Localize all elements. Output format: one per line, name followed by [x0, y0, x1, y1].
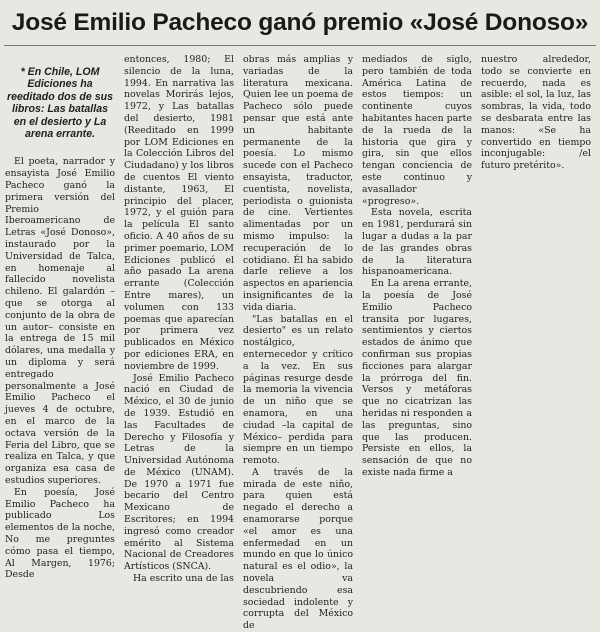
column-1 [5, 54, 115, 581]
paragraph: Esta novela, escrita en 1981, perdurará sin lugar a dudas a la par de las grandes obras de la literatura hispanoamericana. [362, 207, 472, 278]
headline-rule [4, 45, 596, 46]
paragraph: mediados de siglo, pero también de toda América Latina de estos tiempos: un continente cuyos habitantes hacen parte de la rueda de la historia que gira y gira, sin que ellos tengan conciencia de este continuo y avasallador «progreso». [362, 54, 472, 207]
paragraph: obras más amplias y variadas de la literatura mexicana. Quien lee un poema de Pacheco sólo puede pensar que está ante un habitante permanente de la poesía. Lo mismo sucede con el Pacheco ensayista, traductor, cuentista, novelista, periodista o guionista de cine. Vertientes alimentadas por un mismo impulso: la recuperación de lo cotidiano. Él ha sabido darle relieve a los aspectos en apariencia insignificantes de la vida diaria. [243, 54, 353, 313]
headline: José Emilio Pacheco ganó premio «José Donoso» [11, 9, 589, 36]
paragraph: entonces, 1980; El silencio de la luna, 1994. En narrativa las novelas Morirás lejos, 1972, y Las batallas del desierto, 1981 (Reeditado en 1999 por LOM Ediciones en la Colección Libros del Ciudadano) y los libros de cuentos El viento distante, 1963, El principio del placer, 1972, y el guión para la película El santo oficio. A 40 años de su primer poemario, LOM Ediciones publicó el año pasado La arena errante (Colección Entre mares), un volumen con 133 poemas que aparecían por primera vez publicados en México por ediciones ERA, en noviembre de 1999. [124, 54, 234, 372]
paragraph: José Emilio Pacheco nació en Ciudad de México, el 30 de junio de 1939. Estudió en las Facultades de Derecho y Filosofía y Letras de la Universidad Autónoma de México (UNAM). De 1970 a 1971 fue becario del Centro Mexicano de Escritores; en 1994 ingresó como creador emérito al Sistema Nacional de Creadores Artísticos (SNCA). [124, 372, 234, 573]
column-5 [481, 54, 591, 486]
paragraph: A través de la mirada de este niño, para quien está negado el derecho a enamorarse porque «el amor es una enfermedad en un mundo en que lo único natural es el odio», la novela va descubriendo esa sociedad indolente y corrupta del México de [243, 466, 353, 632]
paragraph: En La arena errante, la poesía de José Emilio Pacheco transita por lugares, sentimientos y ciertos estados de ánimo que confirman sus propias ficciones para alargar la prórroga del fin. Versos y metáforas que no cicatrizan las heridas ni responden a las preguntas, sino que las producen. Persiste en ellos, la sensación de que no existe nada firme a [362, 278, 472, 478]
paragraph: Ha escrito una de las [133, 573, 234, 585]
paragraph: En poesía, José Emilio Pacheco ha publicado Los elementos de la noche, No me preguntes cómo pasa el tiempo, Al Margen, 1976; Desde [5, 486, 115, 581]
paragraph: nuestro alrededor, todo se convierte en recuerdo, nada es asible: el sol, la luz, las sombras, la vida, todo se desbarata entre las manos: «Se ha convertido en tiempo inconjugable: /el futuro pretérito». [481, 54, 591, 172]
column-2 [124, 54, 234, 585]
paragraph: El poeta, narrador y ensayista José Emilio Pacheco ganó la primera versión del Premio Iberoamericano de Letras «José Donoso», instaurado por la Universidad de Talca, en homenaje al fallecido novelista chileno. El galardón –que se otorga al conjunto de la obra de un autor– consiste en la entrega de 15 mil dólares, una medalla y un diploma y será entregado personalmente a José Emilio Pacheco el jueves 4 de octubre, en el marco de la octava versión de la Feria del Libro, que se realiza en Talca, y que organiza esa casa de estudios superiores. [5, 156, 115, 486]
column-4 [362, 54, 472, 486]
lead-summary: * En Chile, LOM Ediciones ha reeditado dos de sus libros: Las batallas en el desierto y La arena errante. [7, 66, 113, 141]
column-3 [243, 54, 353, 632]
paragraph: "Las batallas en el desierto" es un relato nostálgico, enternecedor y crítico a la vez. En sus páginas resurge desde la memoria la vivencia de un niño que se enamora, en una ciudad –la capital de México– perdida para siempre en un tiempo remoto. [243, 313, 353, 467]
